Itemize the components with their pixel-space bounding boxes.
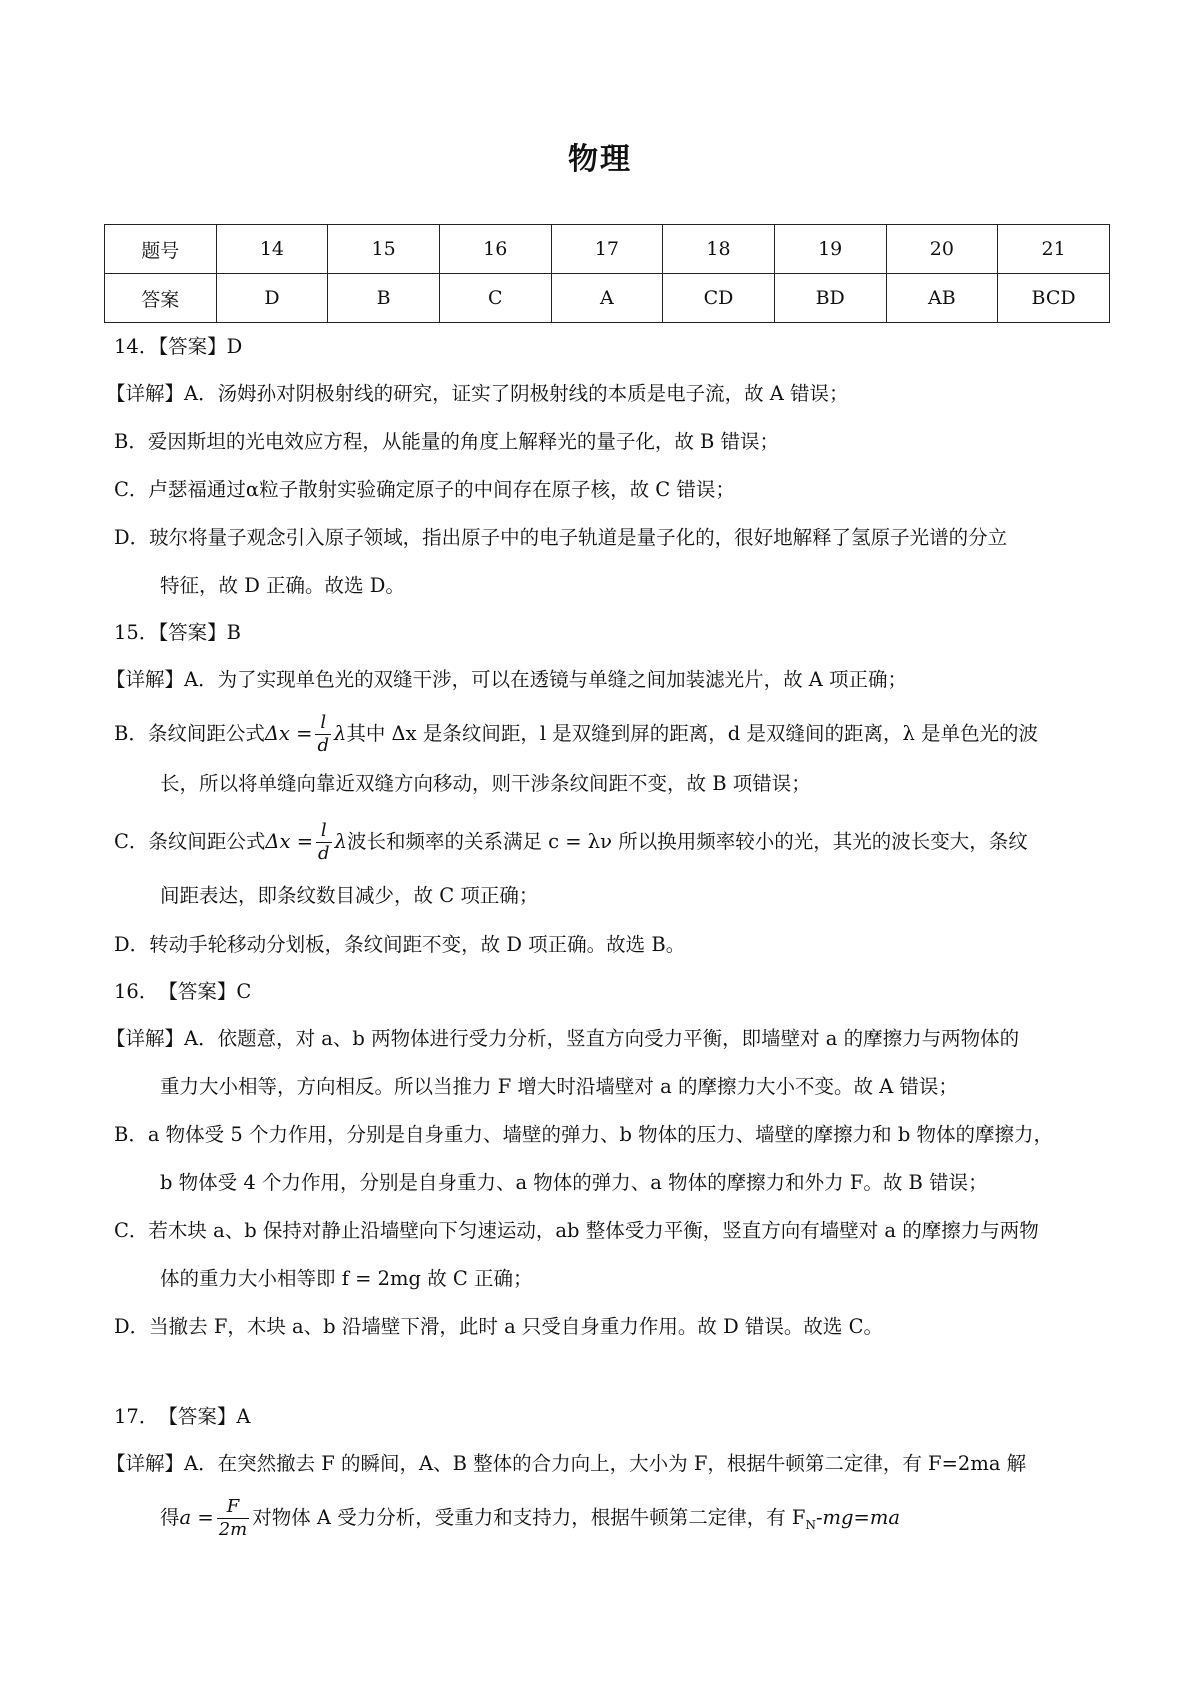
table-row-answers [105, 274, 1110, 323]
table-cell: 16 [439, 225, 551, 274]
formula-lhs: a = [179, 1506, 214, 1529]
fraction-denominator: d [317, 735, 329, 756]
q15-explain-b2: 长，所以将单缝向靠近双缝方向移动，则干涉条纹间距不变，故 B 项错误； [160, 772, 811, 795]
q14-explain-d1: D．玻尔将量子观念引入原子领域，指出原子中的电子轨道是量子化的，很好地解释了氢原子光谱的分立 [114, 526, 1008, 549]
fraction-denominator: d [318, 843, 330, 864]
q17-explain-a2 [160, 1496, 1150, 1541]
q16-explain-c2: 体的重力大小相等即 f = 2mg 故 C 正确； [160, 1267, 533, 1290]
table-cell: BD [774, 274, 886, 323]
table-cell: 20 [886, 225, 998, 274]
table-cell: 21 [998, 225, 1110, 274]
table-row-numbers [105, 225, 1110, 274]
table-cell: BCD [998, 274, 1110, 323]
table-cell: CD [663, 274, 775, 323]
q17-answer-heading: 17． 【答案】A [114, 1405, 251, 1428]
fraction-numerator: l [315, 712, 331, 735]
table-header-label: 题号 [105, 225, 217, 274]
q15-explain-a: 【详解】A．为了实现单色光的双缝干涉，可以在透镜与单缝之间加装滤光片，故 A 项正确； [106, 668, 908, 691]
q16-explain-c1: C．若木块 a、b 保持对静止沿墙壁向下匀速运动，ab 整体受力平衡，竖直方向有墙壁对 a 的摩擦力与两物 [114, 1219, 1039, 1242]
formula-rhs: λ [334, 722, 347, 745]
q14-explain-d2: 特征，故 D 正确。故选 D。 [160, 574, 405, 597]
fraction-f-over-2m [217, 1496, 250, 1541]
q17-a2-prefix: 得 [160, 1506, 180, 1529]
q15-b-text: 其中 Δx 是条纹间距，l 是双缝到屏的距离，d 是双缝间的距离，λ 是单色光的波 [346, 722, 1039, 745]
q16-explain-a1: 【详解】A．依题意，对 a、b 两物体进行受力分析，竖直方向受力平衡，即墙壁对 a 的摩擦力与两物体的 [106, 1027, 1020, 1050]
q17-a2-end: -mg=ma [815, 1506, 900, 1529]
fraction-numerator: F [217, 1496, 250, 1519]
page-title: 物理 [568, 142, 632, 177]
q15-explain-d: D．转动手轮移动分划板，条纹间距不变，故 D 项正确。故选 B。 [114, 933, 686, 956]
q15-b-prefix: B．条纹间距公式 [114, 722, 265, 745]
answer-table [104, 224, 1110, 323]
q14-explain-c: C．卢瑟福通过α粒子散射实验确定原子的中间存在原子核，故 C 错误； [114, 478, 735, 501]
fraction-l-over-d [315, 712, 331, 757]
q15-c-text: 波长和频率的关系满足 c = λν 所以换用频率较小的光，其光的波长变大，条纹 [346, 830, 1028, 853]
q16-explain-a2: 重力大小相等，方向相反。所以当推力 F 增大时沿墙壁对 a 的摩擦力大小不变。故 A 错误； [160, 1075, 958, 1098]
table-cell: C [439, 274, 551, 323]
fraction-denominator: 2m [218, 1519, 248, 1540]
subscript-n: N [805, 1517, 816, 1532]
q16-explain-b2: b 物体受 4 个力作用，分别是自身重力、a 物体的弹力、a 物体的摩擦力和外力 F。故 B 错误； [160, 1171, 988, 1194]
q15-explain-c2: 间距表达，即条纹数目减少，故 C 项正确； [160, 884, 539, 907]
table-cell: 18 [663, 225, 775, 274]
table-cell: 15 [328, 225, 440, 274]
table-answer-label: 答案 [105, 274, 217, 323]
q15-explain-c [114, 820, 1104, 865]
table-cell: D [216, 274, 328, 323]
table-cell: 14 [216, 225, 328, 274]
q16-explain-b1: B．a 物体受 5 个力作用，分别是自身重力、墙壁的弹力、b 物体的压力、墙壁的摩擦力和 b 物体的摩擦力， [114, 1123, 1054, 1146]
q14-explain-b: B．爱因斯坦的光电效应方程，从能量的角度上解释光的量子化，故 B 错误； [114, 430, 780, 453]
q15-c-prefix: C．条纹间距公式 [114, 830, 266, 853]
q16-explain-d: D．当撤去 F，木块 a、b 沿墙壁下滑，此时 a 只受自身重力作用。故 D 错误。故选 C。 [114, 1315, 884, 1338]
q14-answer-heading: 14．【答案】D [114, 335, 243, 358]
q15-explain-b [114, 712, 1104, 757]
formula-rhs: λ [334, 830, 347, 853]
table-cell: AB [886, 274, 998, 323]
table-cell: B [328, 274, 440, 323]
formula-lhs: Δx = [264, 722, 313, 745]
formula-lhs: Δx = [265, 830, 314, 853]
q17-explain-a1: 【详解】A．在突然撤去 F 的瞬间，A、B 整体的合力向上，大小为 F，根据牛顿第二定律，有 F=2ma 解 [106, 1452, 1027, 1475]
q16-answer-heading: 16． 【答案】C [114, 980, 252, 1003]
q15-answer-heading: 15．【答案】B [114, 621, 241, 644]
fraction-l-over-d [316, 820, 332, 865]
q17-a2-text: 对物体 A 受力分析，受重力和支持力，根据牛顿第二定律，有 F [252, 1506, 806, 1529]
table-cell: 19 [774, 225, 886, 274]
fraction-numerator: l [316, 820, 332, 843]
table-cell: A [551, 274, 663, 323]
q14-explain-a: 【详解】A．汤姆孙对阴极射线的研究，证实了阴极射线的本质是电子流，故 A 错误； [106, 382, 849, 405]
table-cell: 17 [551, 225, 663, 274]
